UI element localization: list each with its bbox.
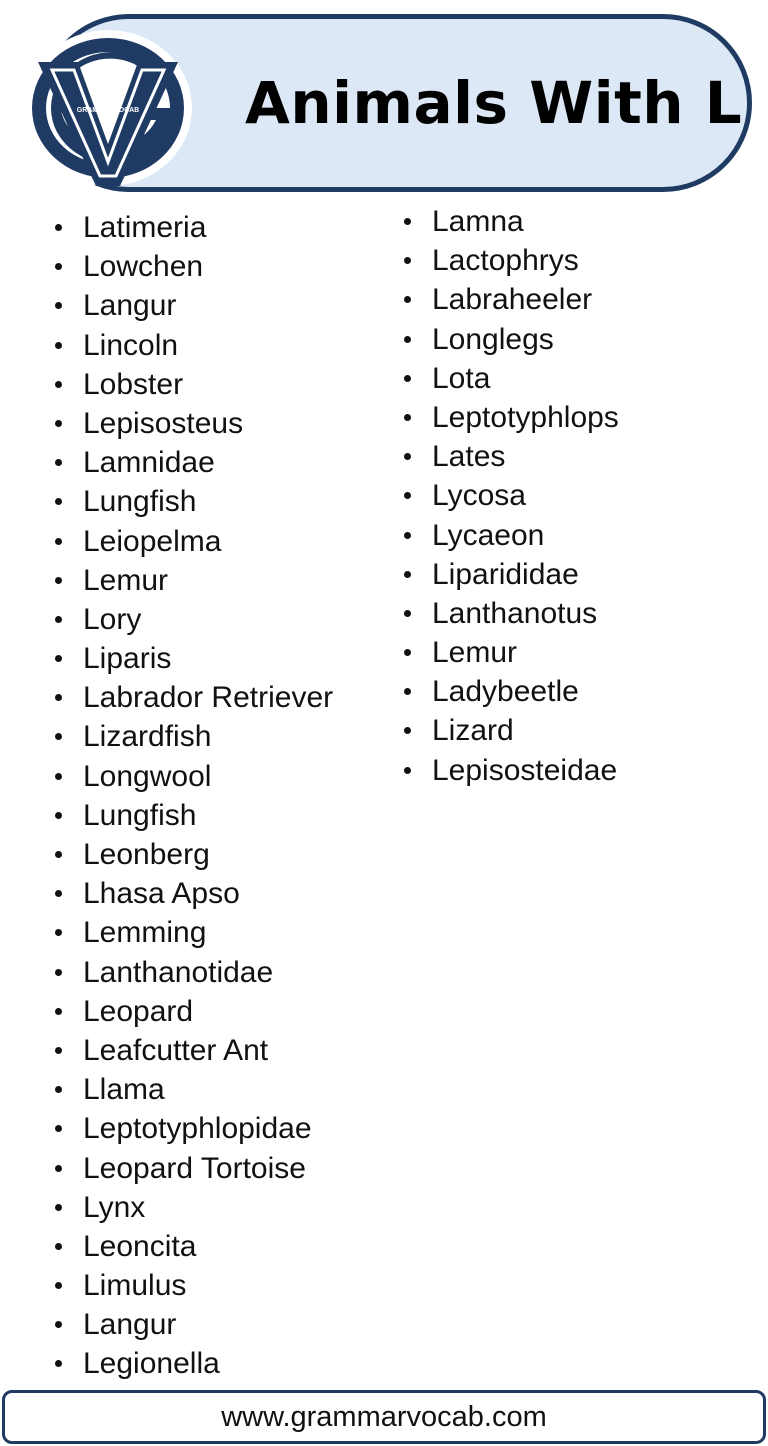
list-item: Ladybeetle (404, 672, 619, 711)
list-item: Lanthanotus (404, 594, 619, 633)
list-item: Llama (55, 1070, 333, 1109)
list-item: Longwool (55, 757, 333, 796)
list-item: Labraheeler (404, 280, 619, 319)
animal-list-right (404, 202, 619, 790)
list-item: Lemming (55, 913, 333, 952)
list-item: Latimeria (55, 208, 333, 247)
list-item: Langur (55, 1305, 333, 1344)
list-item: Lory (55, 600, 333, 639)
list-item: Lota (404, 359, 619, 398)
list-item: Lepisosteus (55, 404, 333, 443)
list-item: Leptotyphlops (404, 398, 619, 437)
list-item: Lepisosteidae (404, 751, 619, 790)
grammarvocab-logo-icon (20, 26, 196, 190)
animal-list-left (55, 208, 333, 1384)
list-item: Lynx (55, 1188, 333, 1227)
list-item: Leafcutter Ant (55, 1031, 333, 1070)
footer-url[interactable]: www.grammarvocab.com (2, 1390, 766, 1444)
list-item: Lizard (404, 711, 619, 750)
list-item: Lates (404, 437, 619, 476)
list-item: Lactophrys (404, 241, 619, 280)
list-item: Langur (55, 286, 333, 325)
list-item: Legionella (55, 1344, 333, 1383)
list-item: Lamna (404, 202, 619, 241)
list-item: Lanthanotidae (55, 953, 333, 992)
list-item: Leoncita (55, 1227, 333, 1266)
list-item: Lowchen (55, 247, 333, 286)
list-item: Leopard Tortoise (55, 1149, 333, 1188)
list-item: Lungfish (55, 482, 333, 521)
list-item: Leonberg (55, 835, 333, 874)
list-item: Limulus (55, 1266, 333, 1305)
list-item: Lycosa (404, 476, 619, 515)
list-item: Lincoln (55, 326, 333, 365)
list-item: Lemur (404, 633, 619, 672)
list-item: Lycaeon (404, 516, 619, 555)
list-item: Longlegs (404, 320, 619, 359)
list-item: Leptotyphlopidae (55, 1109, 333, 1148)
list-item: Lamnidae (55, 443, 333, 482)
page-title: Animals With L (245, 69, 743, 137)
list-item: Lhasa Apso (55, 874, 333, 913)
logo-text: GRAMMARVOCAB (76, 107, 140, 114)
list-item: Liparididae (404, 555, 619, 594)
list-item: Leiopelma (55, 522, 333, 561)
list-item: Lizardfish (55, 717, 333, 756)
list-item: Leopard (55, 992, 333, 1031)
list-item: Labrador Retriever (55, 678, 333, 717)
list-item: Lobster (55, 365, 333, 404)
list-item: Lemur (55, 561, 333, 600)
list-item: Lungfish (55, 796, 333, 835)
list-item: Liparis (55, 639, 333, 678)
